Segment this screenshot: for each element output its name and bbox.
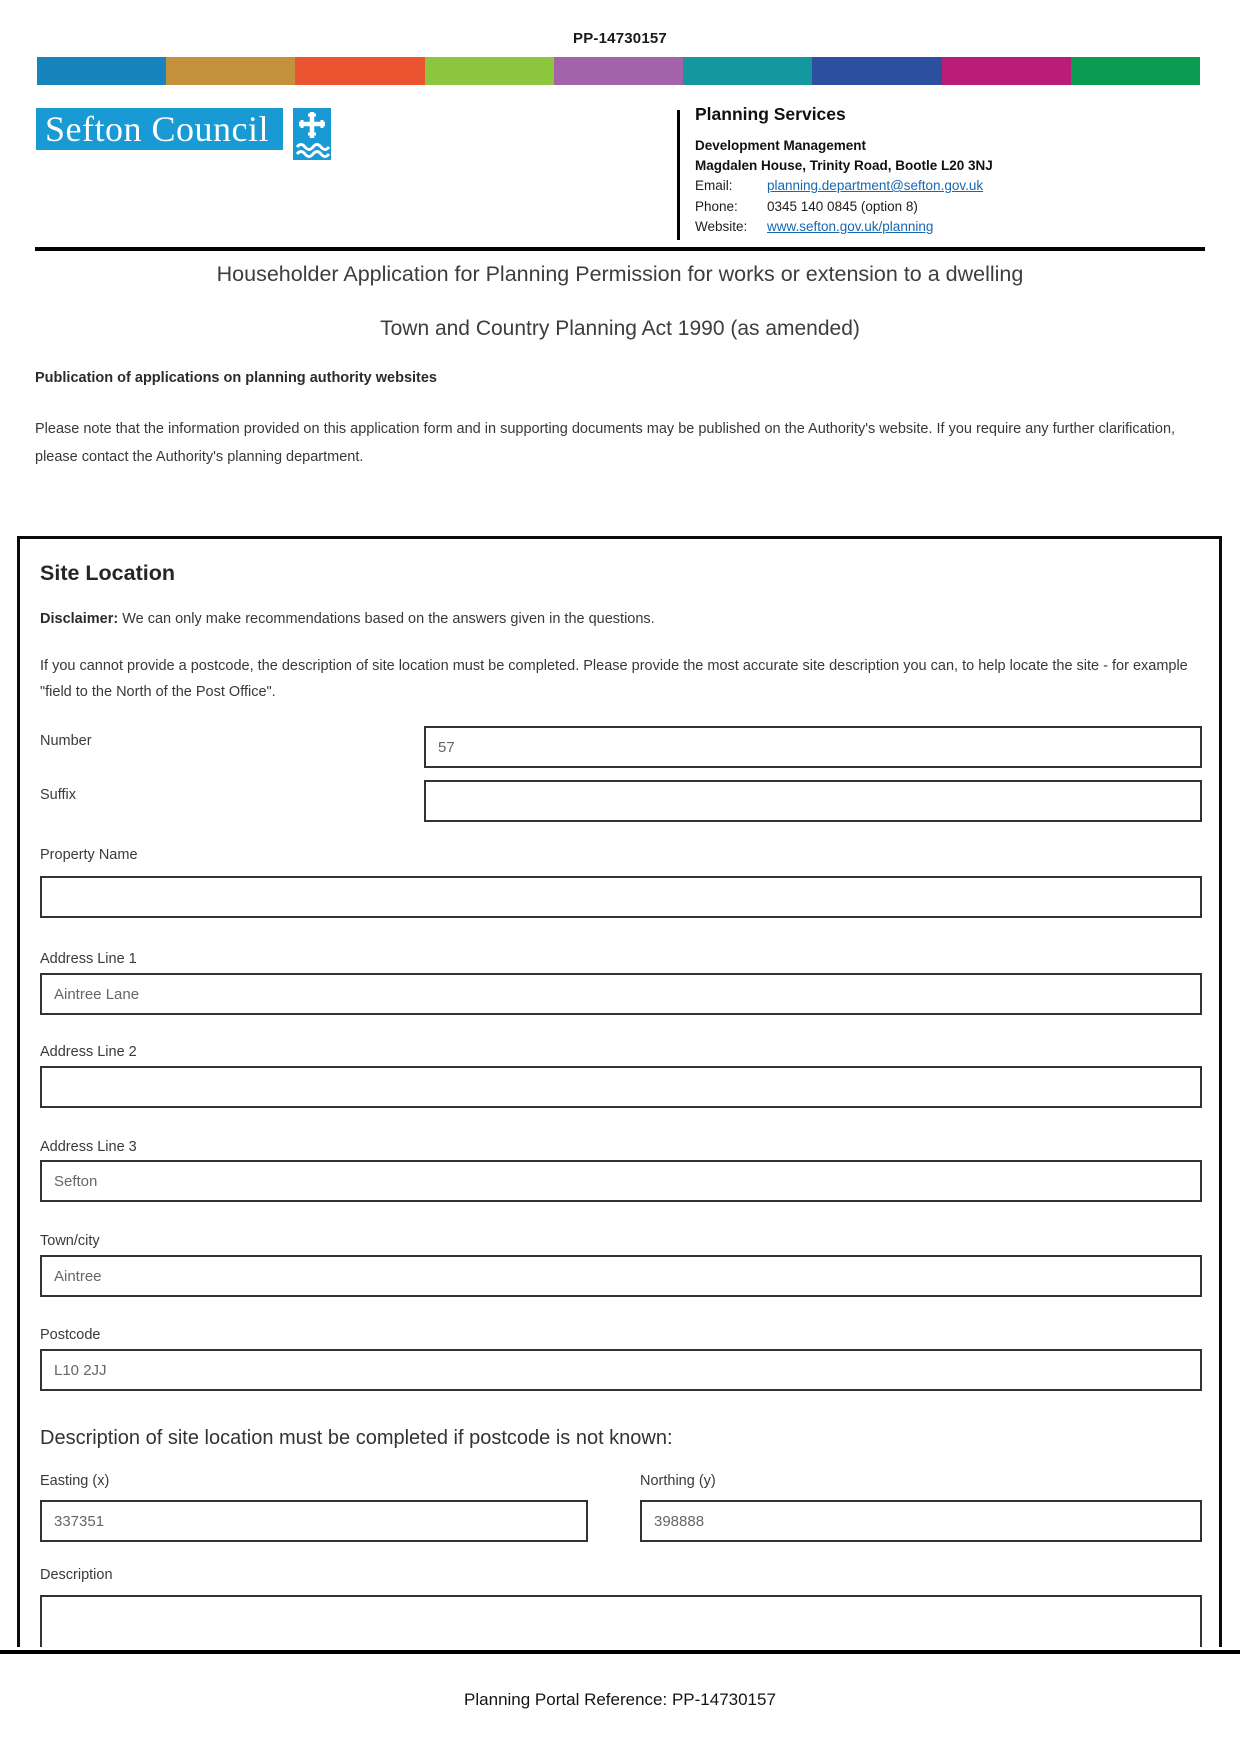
address-line-2-input[interactable]: [40, 1066, 1202, 1108]
disclaimer-text: We can only make recommendations based on the answers given in the questions.: [122, 611, 655, 627]
description-label: Description: [40, 1567, 113, 1583]
address-line-2-label: Address Line 2: [40, 1044, 137, 1060]
email-link[interactable]: planning.department@sefton.gov.uk: [767, 178, 984, 193]
disclaimer-label: Disclaimer:: [40, 611, 119, 627]
address-line-1-input[interactable]: [40, 973, 1202, 1015]
northing-input[interactable]: [640, 1500, 1202, 1542]
color-bar-segment-1: [37, 57, 166, 85]
town-city-label: Town/city: [40, 1233, 100, 1249]
color-bar-segment-4: [425, 57, 554, 85]
color-bar-segment-9: [1071, 57, 1200, 85]
description-requirement-heading: Description of site location must be completed if postcode is not known:: [40, 1427, 673, 1449]
header-divider-rule: [35, 247, 1205, 251]
northing-label: Northing (y): [640, 1473, 716, 1489]
color-bar-segment-7: [812, 57, 941, 85]
town-city-input[interactable]: [40, 1255, 1202, 1297]
website-label: Website:: [695, 219, 748, 234]
email-label: Email:: [695, 178, 733, 193]
suffix-label: Suffix: [40, 787, 77, 803]
description-textarea[interactable]: [40, 1595, 1202, 1647]
address-line-1-label: Address Line 1: [40, 951, 137, 967]
postcode-input[interactable]: [40, 1349, 1202, 1391]
contact-address: Magdalen House, Trinity Road, Bootle L20 3NJ: [695, 158, 993, 173]
color-bar-segment-3: [295, 57, 424, 85]
suffix-input[interactable]: [424, 780, 1202, 822]
easting-input[interactable]: [40, 1500, 588, 1542]
header-vertical-divider: [677, 110, 680, 240]
site-location-instruction: If you cannot provide a postcode, the description of site location must be completed. Please provide the most accurate site description you can, to help locate the site - for example "field to the North of the Post Office".: [40, 658, 1188, 700]
color-bar-segment-6: [683, 57, 812, 85]
phone-value: 0345 140 0845 (option 8): [767, 198, 918, 214]
site-location-heading: Site Location: [40, 561, 175, 585]
property-name-input[interactable]: [40, 876, 1202, 918]
color-bar-segment-8: [942, 57, 1071, 85]
portal-reference-footer: Planning Portal Reference: PP-14730157: [464, 1690, 776, 1709]
sefton-council-logo-text: Sefton Council: [36, 108, 283, 150]
phone-label: Phone:: [695, 198, 738, 214]
contact-department: Development Management: [695, 138, 867, 153]
color-bar-segment-2: [166, 57, 295, 85]
address-line-3-input[interactable]: [40, 1160, 1202, 1202]
site-location-section: [17, 536, 1222, 1647]
property-name-label: Property Name: [40, 847, 138, 863]
postcode-label: Postcode: [40, 1327, 101, 1343]
portal-reference-top: PP-14730157: [573, 30, 667, 47]
contact-website-row: [695, 217, 1175, 238]
easting-label: Easting (x): [40, 1473, 110, 1489]
sefton-council-logo: [36, 108, 331, 160]
number-input[interactable]: [424, 726, 1202, 768]
number-label: Number: [40, 733, 92, 749]
contact-email-row: [695, 176, 1175, 197]
document-subtitle: Town and Country Planning Act 1990 (as amended): [380, 317, 860, 340]
website-link[interactable]: www.sefton.gov.uk/planning: [767, 219, 934, 234]
site-location-disclaimer: [40, 611, 655, 627]
publication-heading: Publication of applications on planning authority websites: [35, 370, 437, 386]
footer-divider-rule: [0, 1650, 1240, 1654]
contact-title: Planning Services: [695, 104, 846, 124]
color-bar-segment-5: [554, 57, 683, 85]
contact-phone-row: [695, 197, 1175, 218]
decorative-color-bar: [37, 57, 1200, 85]
document-title: Householder Application for Planning Permission for works or extension to a dwelling: [216, 262, 1024, 286]
planning-services-contact-block: [695, 104, 1175, 238]
sefton-crest-icon: [293, 108, 331, 160]
publication-note: Please note that the information provided on this application form and in supporting documents may be published on the Authority's website. If you require any further clarification, please contact the Authority's planning department.: [35, 421, 1176, 465]
address-line-3-label: Address Line 3: [40, 1139, 137, 1155]
